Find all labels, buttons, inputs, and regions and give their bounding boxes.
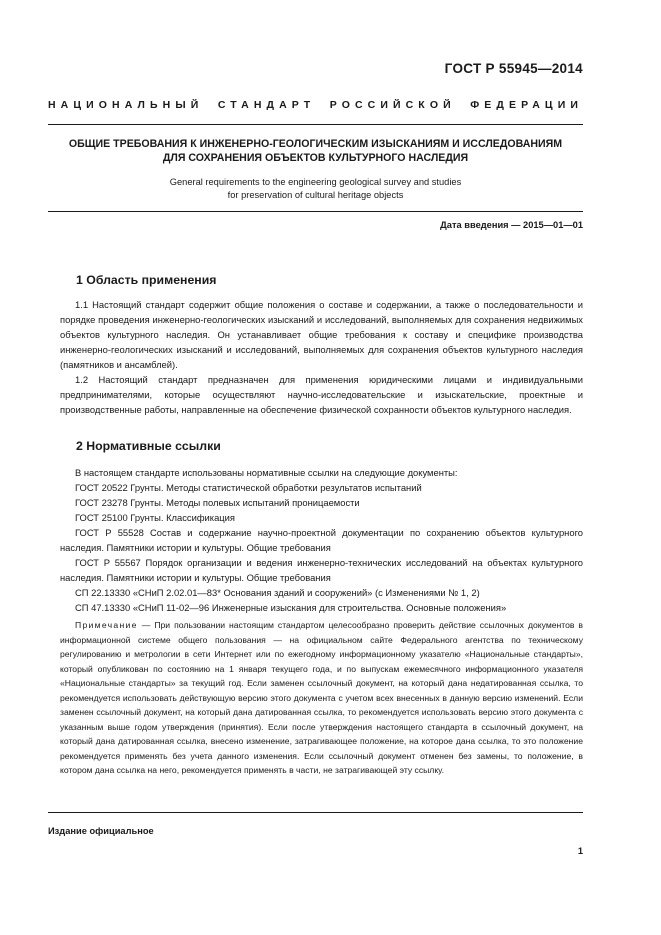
page-number: 1: [577, 846, 583, 856]
paragraph: 1.2 Настоящий стандарт предназначен для применения юридическими лицами и индивидуальными предпринимателями, которые осуществляют научно-исследовательские и изыскательские, проектные и производственные работы, направленные на обеспечение физической сохранности объектов культурного наследия.: [60, 374, 583, 415]
standard-banner: НАЦИОНАЛЬНЫЙ СТАНДАРТ РОССИЙСКОЙ ФЕДЕРАЦИИ: [48, 99, 583, 111]
title-ru-line-1: ОБЩИЕ ТРЕБОВАНИЯ К ИНЖЕНЕРНО-ГЕОЛОГИЧЕСКИМ ИЗЫСКАНИЯМ И ИССЛЕДОВАНИЯМ: [68, 138, 563, 150]
official-edition-label: Издание официальное: [48, 826, 154, 836]
reference-item: СП 47.13330 «СНиП 11-02—96 Инженерные изыскания для строительства. Основные положения»: [75, 602, 507, 613]
note-text: — При пользовании настоящим стандартом целесообразно проверить действие ссылочных документов в информационной системе общего пользования — на официальном сайте Федерального агентства по техническому регулированию и метрологии в сети Интернет или по ежегодному информационному указателю «Национальные стандарты», который опубликован по состоянию на 1 января текущего года, и по выпускам ежемесячного информационного указателя «Национальные стандарты» за текущий год. Если заменен ссылочный документ, на который дана недатированная ссылка, то рекомендуется использовать действующую версию этого документа с учетом всех внесенных в данную версию изменений. Если заменен ссылочный документ, на который дана датированная ссылка, то рекомендуется использовать версию этого документа с указанным выше годом утверждения (принятия). Если после утверждения настоящего стандарта в ссылочный документ, на который дана датированная ссылка, внесено изменение, затрагивающее положение, на которое дана ссылка, то это положение рекомендуется применять без учета данного изменения. Если ссылочный документ отменен без замены, то положение, в котором дана ссылка на него, рекомендуется применять в части, не затрагивающей эту ссылку.: [60, 620, 583, 776]
paragraph: 1.1 Настоящий стандарт содержит общие положения о составе и содержании, а также о последовательности и порядке проведения инженерно-геологических изысканий и исследований, выполняемых для сохранения недвижимых объектов культурного наследия. Он устанавливает общие требования к составу и специфике производства инженерно-геологических изысканий и исследований, выполняемых для сохранения объектов культурного наследия (памятников и ансамблей).: [60, 299, 583, 370]
section-references-body: [60, 465, 583, 615]
reference-item: ГОСТ 25100 Грунты. Классификация: [75, 512, 235, 523]
title-ru-line-2: ДЛЯ СОХРАНЕНИЯ ОБЪЕКТОВ КУЛЬТУРНОГО НАСЛЕДИЯ: [162, 152, 469, 164]
note-paragraph: [60, 618, 583, 778]
reference-item: ГОСТ 20522 Грунты. Методы статистической обработки результатов испытаний: [75, 482, 422, 493]
reference-item: ГОСТ Р 55567 Порядок организации и ведения инженерно-технических исследований на объектах культурного наследия. Памятники истории и культуры. Общие требования: [60, 557, 583, 583]
reference-item: СП 22.13330 «СНиП 2.02.01—83* Основания зданий и сооружений» (с Изменениями № 1, 2): [75, 587, 480, 598]
section-heading-references: 2 Нормативные ссылки: [76, 439, 221, 453]
footer-divider: [48, 812, 583, 813]
document-title-en: [48, 176, 583, 202]
note-block: [60, 618, 583, 778]
note-label: Примечание: [75, 620, 138, 630]
title-en-line-1: General requirements to the engineering geological survey and studies: [169, 177, 462, 187]
reference-item: ГОСТ 23278 Грунты. Методы полевых испытаний проницаемости: [75, 497, 360, 508]
title-divider: [48, 211, 583, 212]
title-en-line-2: for preservation of cultural heritage objects: [227, 190, 404, 200]
section-scope-body: [60, 297, 583, 417]
reference-item: ГОСТ Р 55528 Состав и содержание научно-проектной документации по сохранению объектов культурного наследия. Памятники истории и культуры. Общие требования: [60, 527, 583, 553]
top-divider: [48, 124, 583, 125]
document-title-ru: [48, 137, 583, 165]
introduction-date: Дата введения — 2015—01—01: [440, 220, 583, 230]
paragraph: В настоящем стандарте использованы нормативные ссылки на следующие документы:: [75, 467, 458, 478]
document-id: ГОСТ Р 55945—2014: [444, 61, 583, 76]
section-heading-scope: 1 Область применения: [76, 273, 217, 287]
